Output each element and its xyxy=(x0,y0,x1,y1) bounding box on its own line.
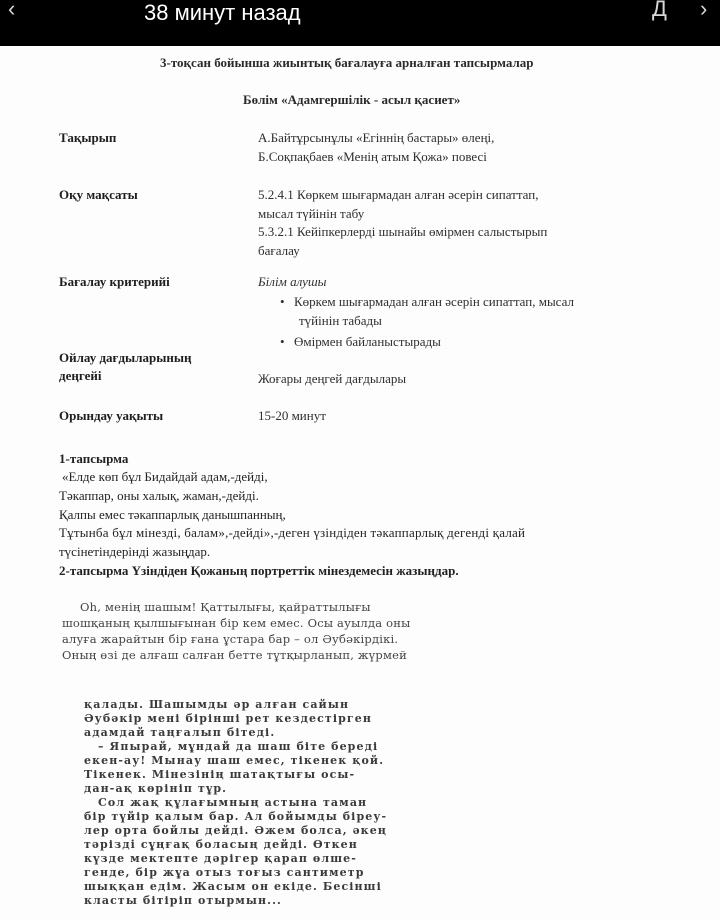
excerpt2-line-14: шыққан едім. Жасым он екіде. Бесінші xyxy=(84,880,382,893)
excerpt2-line-8: Сол жақ құлағымның астына таман xyxy=(98,796,368,809)
time-value: 15-20 минут xyxy=(258,408,326,423)
excerpt2-line-11: тәріздi сұңғақ боласың дейді. Өткен xyxy=(84,838,358,851)
objective-label: Оқу мақсаты xyxy=(59,187,138,202)
task1-line-4: Тұтынба бұл мінезді, балам»,-дейді»,-деген үзіндіден тәкаппарлық дегенді қалай xyxy=(59,525,526,540)
back-chevron-icon[interactable]: ‹ xyxy=(8,0,16,21)
criteria-intro: Білім алушы xyxy=(258,274,327,289)
timestamp: 38 минут назад xyxy=(144,0,301,25)
task1-line-2: Тәкаппар, оны халық, жаман,-дейді. xyxy=(59,488,259,503)
excerpt1-line-3: алуға жарайтын бір ғана ұстара бар – ол Әубәкірдікі. xyxy=(62,632,399,646)
thinking-label-1: Ойлау дағдыларының xyxy=(59,350,192,365)
objective-line-1: 5.2.4.1 Көркем шығармадан алған әсерін сипаттап, xyxy=(258,187,539,202)
excerpt2-line-12: күзде мектепте дәрігер қарап өлше- xyxy=(84,852,357,865)
bullet-icon: • xyxy=(280,334,285,349)
excerpt2-line-5: екен-ау! Мынау шаш емес, тікенек қой. xyxy=(84,754,385,767)
excerpt2-line-4: – Япырай, мұндай да шаш біте береді xyxy=(98,740,379,753)
task2-title: 2-тапсырма Үзіндіден Қожаның портреттік мінездемесін жазыңдар. xyxy=(59,563,459,578)
document-heading: 3-тоқсан бойынша жиынтық бағалауға арналған тапсырмалар xyxy=(160,55,534,70)
topic-line-2: Б.Соқпақбаев «Менің атым Қожа» повесі xyxy=(258,149,487,164)
criteria-bullet-2: • Өмірмен байланыстырады xyxy=(280,334,441,349)
excerpt2-line-1: қалады. Шашымды әр алған сайын xyxy=(84,698,350,711)
excerpt2-line-9: бір түйір қалым бар. Ал бойымды біреу- xyxy=(84,810,388,823)
task1-line-3: Қалпы емес тәкаппарлық данышпанның, xyxy=(59,507,286,522)
excerpt2-line-2: Әубәкір мені бірінші рет кездестірген xyxy=(84,712,372,725)
excerpt2-line-7: дан-ақ көрініп тұр. xyxy=(84,782,228,795)
excerpt2-line-6: Тікенек. Мінезінің шатақтығы осы- xyxy=(84,768,356,781)
top-status-bar xyxy=(0,0,720,46)
document-page xyxy=(0,46,720,920)
excerpt2-line-10: лер орта бойлы дейді. Әжем болса, әкең xyxy=(84,824,388,837)
thinking-value: Жоғары деңгей дағдылары xyxy=(258,371,407,386)
task1-line-5: түсінетіндерінді жазыңдар. xyxy=(59,544,211,559)
thinking-label-2: деңгейі xyxy=(59,368,102,383)
objective-line-2: мысал түйінін табу xyxy=(258,206,365,221)
excerpt2-line-15: класты бітіріп отырмын... xyxy=(84,894,282,907)
objective-line-3: 5.3.2.1 Кейіпкерлерді шынайы өмірмен салыстырып xyxy=(258,224,548,239)
time-label: Орындау уақыты xyxy=(59,408,164,423)
section-title: Бөлім «Адамгершілік - асыл қасиет» xyxy=(243,92,461,107)
bullet-icon: • xyxy=(280,294,285,309)
objective-line-4: бағалау xyxy=(258,243,300,258)
topic-label: Тақырып xyxy=(59,130,117,145)
criteria-bullet-1: • Көркем шығармадан алған әсерін сипаттап, мысал xyxy=(280,294,574,309)
excerpt1-line-1: Oh, менің шашым! Қаттылығы, қайраттылығы xyxy=(80,600,371,614)
forward-chevron-icon[interactable]: › xyxy=(700,0,708,21)
task1-title: 1-тапсырма xyxy=(59,451,129,466)
excerpt2-line-3: адамдай таңғалып бітеді. xyxy=(84,726,276,739)
excerpt2-line-13: генде, бір жұа отыз тоғыз сантиметр xyxy=(84,866,365,879)
criteria-label: Бағалау критерийі xyxy=(59,274,170,289)
criteria-bullet-1-cont: түйінін табады xyxy=(299,313,382,328)
topic-line-1: А.Байтұрсынұлы «Егіннің бастары» өлеңі, xyxy=(258,130,495,145)
excerpt1-line-4: Оның өзі де алғаш салған бетте тұтқырланып, жүрмей xyxy=(62,648,407,662)
excerpt1-line-2: шошқаның қылшығынан бір кем емес. Осы ауылда оны xyxy=(62,616,411,630)
task1-line-1: «Елде көп бұл Бидайдай адам,-дейді, xyxy=(62,469,268,484)
header-glyph: Д xyxy=(652,0,667,21)
